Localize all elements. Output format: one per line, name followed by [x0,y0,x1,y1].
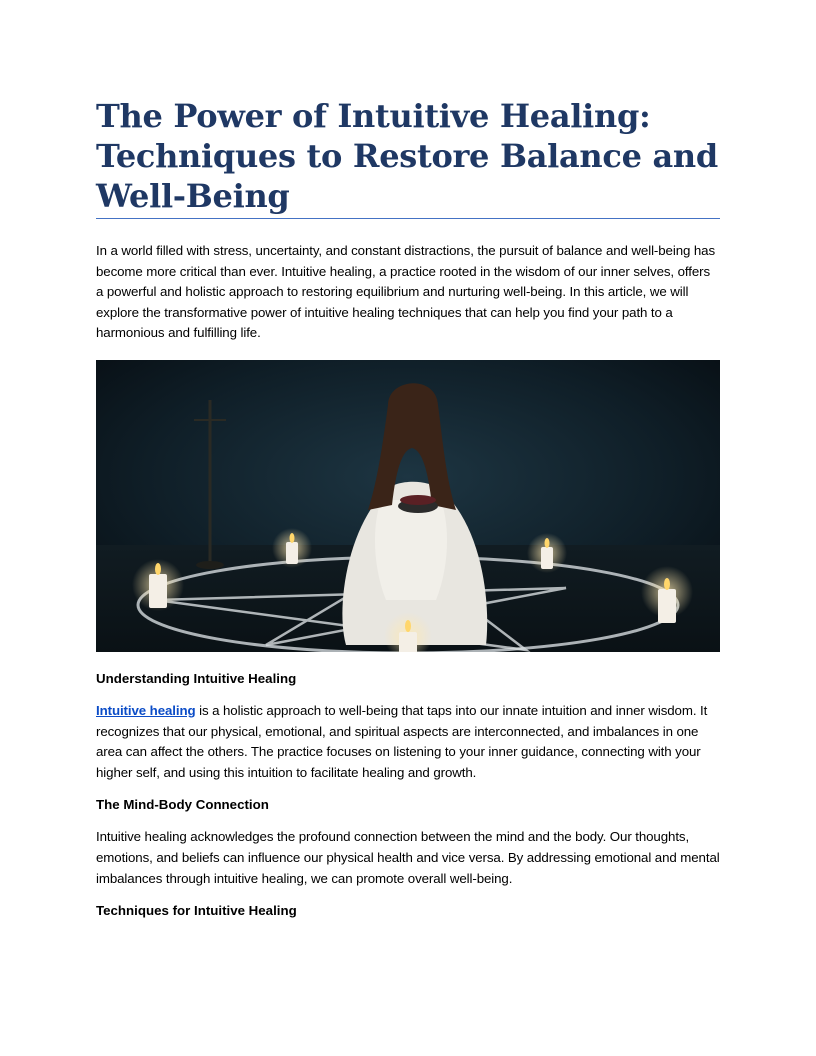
article-title: The Power of Intuitive Healing: Techniques to Restore Balance and Well-Being [96,97,718,215]
section-body-understanding-text: is a holistic approach to well-being that taps into our innate intuition and inner wisdom. It recognizes that our physical, emotional, and spiritual aspects are interconnected, and imbalances in one area can affect the others. The practice focuses on listening to your inner guidance, connecting with your higher self, and using this intuition to facilitate healing and growth. [96,702,708,780]
intro-paragraph: In a world filled with stress, uncertainty, and constant distractions, the pursuit of balance and well-being has become more critical than ever. Intuitive healing, a practice rooted in the wisdom of our inner selves, offers a powerful and holistic approach to restoring equilibrium and nurturing well-being. In this article, we will explore the transformative power of intuitive healing techniques that can help you find your path to a harmonious and fulfilling life. [96,243,716,341]
title-underline-rule [96,218,720,219]
section-body-mind-body: Intuitive healing acknowledges the profound connection between the mind and the body. Our thoughts, emotions, and beliefs can influence our physical health and vice versa. By addressing emotional and mental imbalances through intuitive healing, we can promote overall well-being. [96,829,720,886]
intuitive-healing-link[interactable]: Intuitive healing [96,702,196,718]
document-page [96,96,720,920]
section-heading-techniques: Techniques for Intuitive Healing [96,903,297,919]
section-heading-understanding: Understanding Intuitive Healing [96,670,297,686]
section-body-understanding [96,701,720,783]
article-photo [96,360,720,652]
section-heading-mind-body: The Mind-Body Connection [96,797,269,813]
